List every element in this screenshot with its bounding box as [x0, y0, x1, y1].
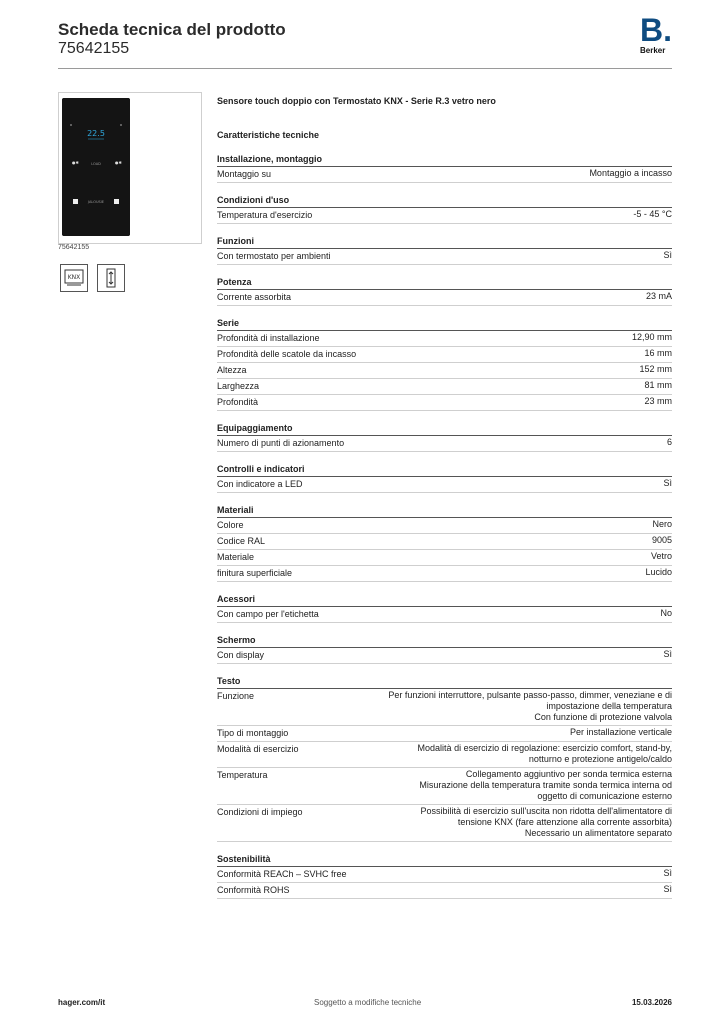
spec-section — [217, 674, 672, 842]
spec-label: Funzione — [217, 691, 255, 701]
spec-label: Con indicatore a LED — [217, 479, 303, 489]
spec-value — [589, 168, 672, 179]
spec-row — [217, 379, 672, 395]
spec-label: Temperatura d'esercizio — [217, 210, 313, 220]
spec-row — [217, 363, 672, 379]
spec-value-line: 23 mm — [644, 396, 672, 406]
spec-value-line: 6 — [666, 437, 672, 447]
spec-label: Con termostato per ambienti — [217, 251, 331, 261]
section-heading: Funzioni — [217, 234, 672, 249]
spec-section — [217, 592, 672, 623]
spec-value — [663, 649, 672, 660]
spec-label: Con display — [217, 650, 265, 660]
spec-label: Numero di punti di azionamento — [217, 438, 345, 448]
berker-logo — [640, 12, 674, 55]
page-title: Scheda tecnica del prodotto — [58, 20, 286, 39]
spec-label: finitura superficiale — [217, 568, 293, 578]
spec-value — [663, 250, 672, 261]
spec-row — [217, 534, 672, 550]
footer-website: hager.com/it — [58, 998, 106, 1007]
spec-label: Larghezza — [217, 381, 260, 391]
spec-value-line: Sì — [663, 884, 672, 894]
spec-row — [217, 648, 672, 664]
spec-value — [419, 769, 672, 802]
spec-value-line: Sì — [663, 250, 672, 260]
knx-icon — [60, 264, 88, 292]
spec-value-line: -5 - 45 °C — [633, 209, 672, 219]
spec-label: Altezza — [217, 365, 247, 375]
section-heading: Installazione, montaggio — [217, 152, 672, 167]
spec-section — [217, 503, 672, 582]
spec-value-line: Nero — [652, 519, 672, 529]
section-heading: Acessori — [217, 592, 672, 607]
spec-value-line: Sì — [663, 868, 672, 878]
spec-value — [660, 608, 672, 619]
spec-value-line: Con funzione di protezione valvola — [534, 712, 672, 722]
spec-section — [217, 152, 672, 183]
spec-section — [217, 316, 672, 411]
spec-row — [217, 805, 672, 842]
spec-value-line: 81 mm — [644, 380, 672, 390]
spec-value-line: Misurazione della temperatura tramite sonda termica interna od — [419, 780, 672, 790]
spec-value — [663, 868, 672, 879]
spec-label: Conformità REACh – SVHC free — [217, 869, 347, 879]
spec-section — [217, 421, 672, 452]
spec-row — [217, 742, 672, 768]
spec-label: Profondità delle scatole da incasso — [217, 349, 357, 359]
spec-value — [570, 727, 672, 738]
section-heading: Controlli e indicatori — [217, 462, 672, 477]
spec-section — [217, 633, 672, 664]
spec-value-line: Collegamento aggiuntivo per sonda termica esterna — [465, 769, 672, 779]
spec-section — [217, 852, 672, 899]
spec-row — [217, 883, 672, 899]
spec-label: Codice RAL — [217, 536, 266, 546]
spec-label: Temperatura — [217, 770, 268, 780]
spec-value-line: Necessario un alimentatore separato — [524, 828, 672, 838]
logo-brand: Berker — [640, 46, 666, 55]
section-heading: Testo — [217, 674, 672, 689]
spec-value — [418, 743, 672, 765]
spec-value-line: Vetro — [650, 551, 672, 561]
spec-row — [217, 518, 672, 534]
spec-label: Modalità di esercizio — [217, 744, 299, 754]
spec-label: Corrente assorbita — [217, 292, 292, 302]
spec-value-line: Per funzioni interruttore, pulsante passo-passo, dimmer, veneziane e di — [388, 690, 672, 700]
characteristics-heading: Caratteristiche tecniche — [217, 130, 320, 140]
spec-value — [651, 551, 672, 562]
spec-value — [644, 396, 672, 407]
product-image — [62, 98, 130, 236]
footer-date: 15.03.2026 — [631, 998, 672, 1007]
section-heading: Materiali — [217, 503, 672, 518]
spec-value — [663, 478, 672, 489]
spec-value-line: oggetto di comunicazione esterno — [537, 791, 672, 801]
spec-row — [217, 768, 672, 805]
spec-label: Profondità — [217, 397, 259, 407]
spec-value-line: Lucido — [645, 567, 672, 577]
spec-row — [217, 607, 672, 623]
spec-value — [663, 884, 672, 895]
spec-value — [646, 291, 672, 302]
logo-mark: B. — [640, 12, 672, 48]
spec-value-line: Montaggio a incasso — [589, 168, 672, 178]
product-code: 75642155 — [58, 40, 130, 57]
section-heading: Equipaggiamento — [217, 421, 672, 436]
spec-value — [652, 535, 672, 546]
footer-note: Soggetto a modifiche tecniche — [314, 998, 422, 1007]
header-divider — [58, 68, 672, 69]
spec-value — [388, 690, 672, 723]
spec-label: Con campo per l'etichetta — [217, 609, 319, 619]
spec-value — [644, 348, 672, 359]
spec-value-line: No — [660, 608, 672, 618]
spec-value — [644, 380, 672, 391]
spec-row — [217, 566, 672, 582]
spec-label: Montaggio su — [217, 169, 272, 179]
vertical-mount-icon — [97, 264, 125, 292]
spec-value-line: Per installazione verticale — [569, 727, 672, 737]
spec-row — [217, 208, 672, 224]
spec-row — [217, 436, 672, 452]
spec-row — [217, 689, 672, 726]
spec-value — [645, 567, 672, 578]
svg-text:KNX: KNX — [67, 274, 81, 281]
spec-value — [652, 519, 672, 530]
spec-label: Profondità di installazione — [217, 333, 320, 343]
device-label-jalousie: JALOUSIE — [88, 200, 104, 204]
section-heading: Schermo — [217, 633, 672, 648]
spec-value-line: 12,90 mm — [631, 332, 672, 342]
spec-value — [420, 806, 672, 839]
svg-text:●✱: ●✱ — [72, 160, 79, 165]
spec-label: Materiale — [217, 552, 255, 562]
spec-section — [217, 193, 672, 224]
section-heading: Potenza — [217, 275, 672, 290]
spec-value-line: Modalità di esercizio di regolazione: esercizio comfort, stand-by, — [417, 743, 672, 753]
spec-row — [217, 726, 672, 742]
spec-label: Conformità ROHS — [217, 885, 290, 895]
spec-value-line: 152 mm — [639, 364, 672, 374]
spec-value-line: tensione KNX (fare attenzione alla corrente assorbita) — [457, 817, 672, 827]
spec-row — [217, 331, 672, 347]
spec-value — [639, 364, 672, 375]
spec-value-line: 23 mA — [645, 291, 672, 301]
image-caption-code: 75642155 — [58, 244, 90, 251]
spec-row — [217, 290, 672, 306]
spec-value-line: notturno e protezione antigelo/caldo — [528, 754, 672, 764]
spec-row — [217, 867, 672, 883]
spec-row — [217, 395, 672, 411]
spec-label: Condizioni di impiego — [217, 807, 303, 817]
spec-content — [217, 94, 672, 899]
spec-value-line: 9005 — [651, 535, 672, 545]
spec-label: Colore — [217, 520, 244, 530]
svg-text:●✱: ●✱ — [115, 160, 122, 165]
spec-label: Tipo di montaggio — [217, 728, 289, 738]
spec-value-line: Possibilità di esercizio sull'uscita non ridotta dell'alimentatore di — [420, 806, 672, 816]
spec-row — [217, 477, 672, 493]
device-label-load: LOAD — [91, 162, 101, 166]
spec-value-line: impostazione della temperatura — [546, 701, 672, 711]
spec-row — [217, 550, 672, 566]
product-title: Sensore touch doppio con Termostato KNX - Serie R.3 vetro nero — [217, 96, 496, 106]
section-heading: Condizioni d'uso — [217, 193, 672, 208]
spec-row — [217, 347, 672, 363]
spec-row — [217, 249, 672, 265]
spec-value — [632, 332, 672, 343]
spec-sections — [217, 152, 672, 899]
section-heading: Serie — [217, 316, 672, 331]
spec-section — [217, 234, 672, 265]
spec-section — [217, 275, 672, 306]
spec-value-line: Sì — [663, 478, 672, 488]
section-heading: Sostenibilità — [217, 852, 672, 867]
spec-value — [633, 209, 672, 220]
device-display-value: 22.5 — [87, 129, 105, 138]
spec-value — [667, 437, 672, 448]
spec-section — [217, 462, 672, 493]
spec-row — [217, 167, 672, 183]
spec-value-line: Sì — [663, 649, 672, 659]
spec-value-line: 16 mm — [644, 348, 672, 358]
